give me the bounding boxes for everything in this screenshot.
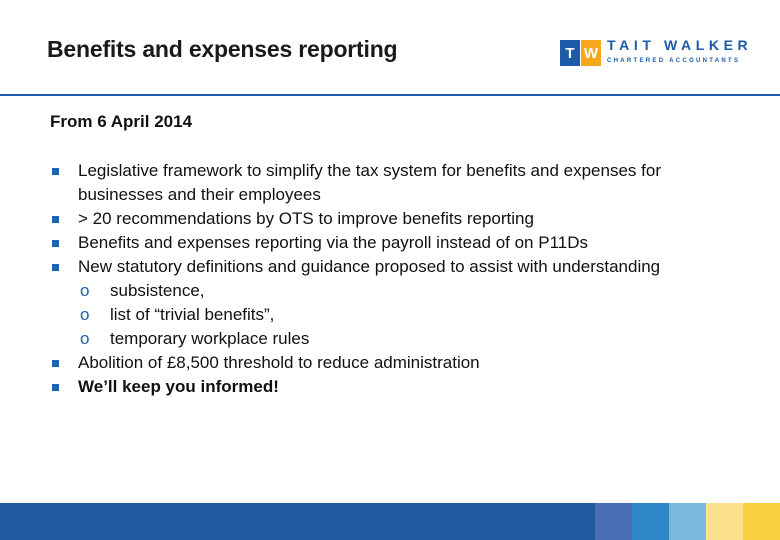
sub-bullet-text: temporary workplace rules bbox=[110, 329, 310, 348]
header-divider bbox=[0, 94, 780, 96]
footer-color-block bbox=[743, 503, 780, 540]
square-bullet-icon bbox=[52, 264, 59, 271]
square-bullet-icon bbox=[52, 384, 59, 391]
footer-color-block bbox=[595, 503, 632, 540]
circle-bullet-icon: o bbox=[80, 329, 90, 348]
square-bullet-icon bbox=[52, 168, 59, 175]
bullet-text: Legislative framework to simplify the tax system for benefits and expenses for businesses and their employees bbox=[78, 161, 661, 204]
bullet-text: > 20 recommendations by OTS to improve benefits reporting bbox=[78, 209, 534, 228]
square-bullet-icon bbox=[52, 360, 59, 367]
logo-letter-w: W bbox=[581, 40, 601, 66]
sub-bullet-item bbox=[50, 303, 750, 327]
logo-letter-t: T bbox=[560, 40, 580, 66]
logo-name: TAIT WALKER bbox=[607, 37, 753, 53]
bullet-item bbox=[50, 351, 750, 375]
sub-bullet-item bbox=[50, 279, 750, 303]
footer-bar bbox=[0, 503, 780, 540]
bullet-text: Abolition of £8,500 threshold to reduce administration bbox=[78, 353, 480, 372]
footer-main-band bbox=[0, 503, 595, 540]
company-logo bbox=[560, 37, 760, 68]
bullet-text: Benefits and expenses reporting via the payroll instead of on P11Ds bbox=[78, 233, 588, 252]
circle-bullet-icon: o bbox=[80, 305, 90, 324]
bullet-item bbox=[50, 375, 750, 399]
subheading: From 6 April 2014 bbox=[50, 112, 193, 131]
square-bullet-icon bbox=[52, 216, 59, 223]
bullet-list bbox=[50, 159, 750, 399]
square-bullet-icon bbox=[52, 240, 59, 247]
footer-color-block bbox=[706, 503, 743, 540]
sub-bullet-item bbox=[50, 327, 750, 351]
circle-bullet-icon: o bbox=[80, 281, 90, 300]
footer-color-block bbox=[669, 503, 706, 540]
logo-tagline: CHARTERED ACCOUNTANTS bbox=[607, 58, 741, 64]
bullet-item bbox=[50, 231, 750, 255]
bullet-item bbox=[50, 207, 750, 231]
bullet-item bbox=[50, 159, 750, 207]
footer-color-block bbox=[632, 503, 669, 540]
bullet-text: We’ll keep you informed! bbox=[78, 377, 279, 396]
sub-bullet-text: list of “trivial benefits”, bbox=[110, 305, 275, 324]
bullet-item bbox=[50, 255, 750, 279]
sub-bullet-text: subsistence, bbox=[110, 281, 205, 300]
bullet-text: New statutory definitions and guidance proposed to assist with understanding bbox=[78, 257, 661, 276]
page-title: Benefits and expenses reporting bbox=[47, 36, 398, 62]
